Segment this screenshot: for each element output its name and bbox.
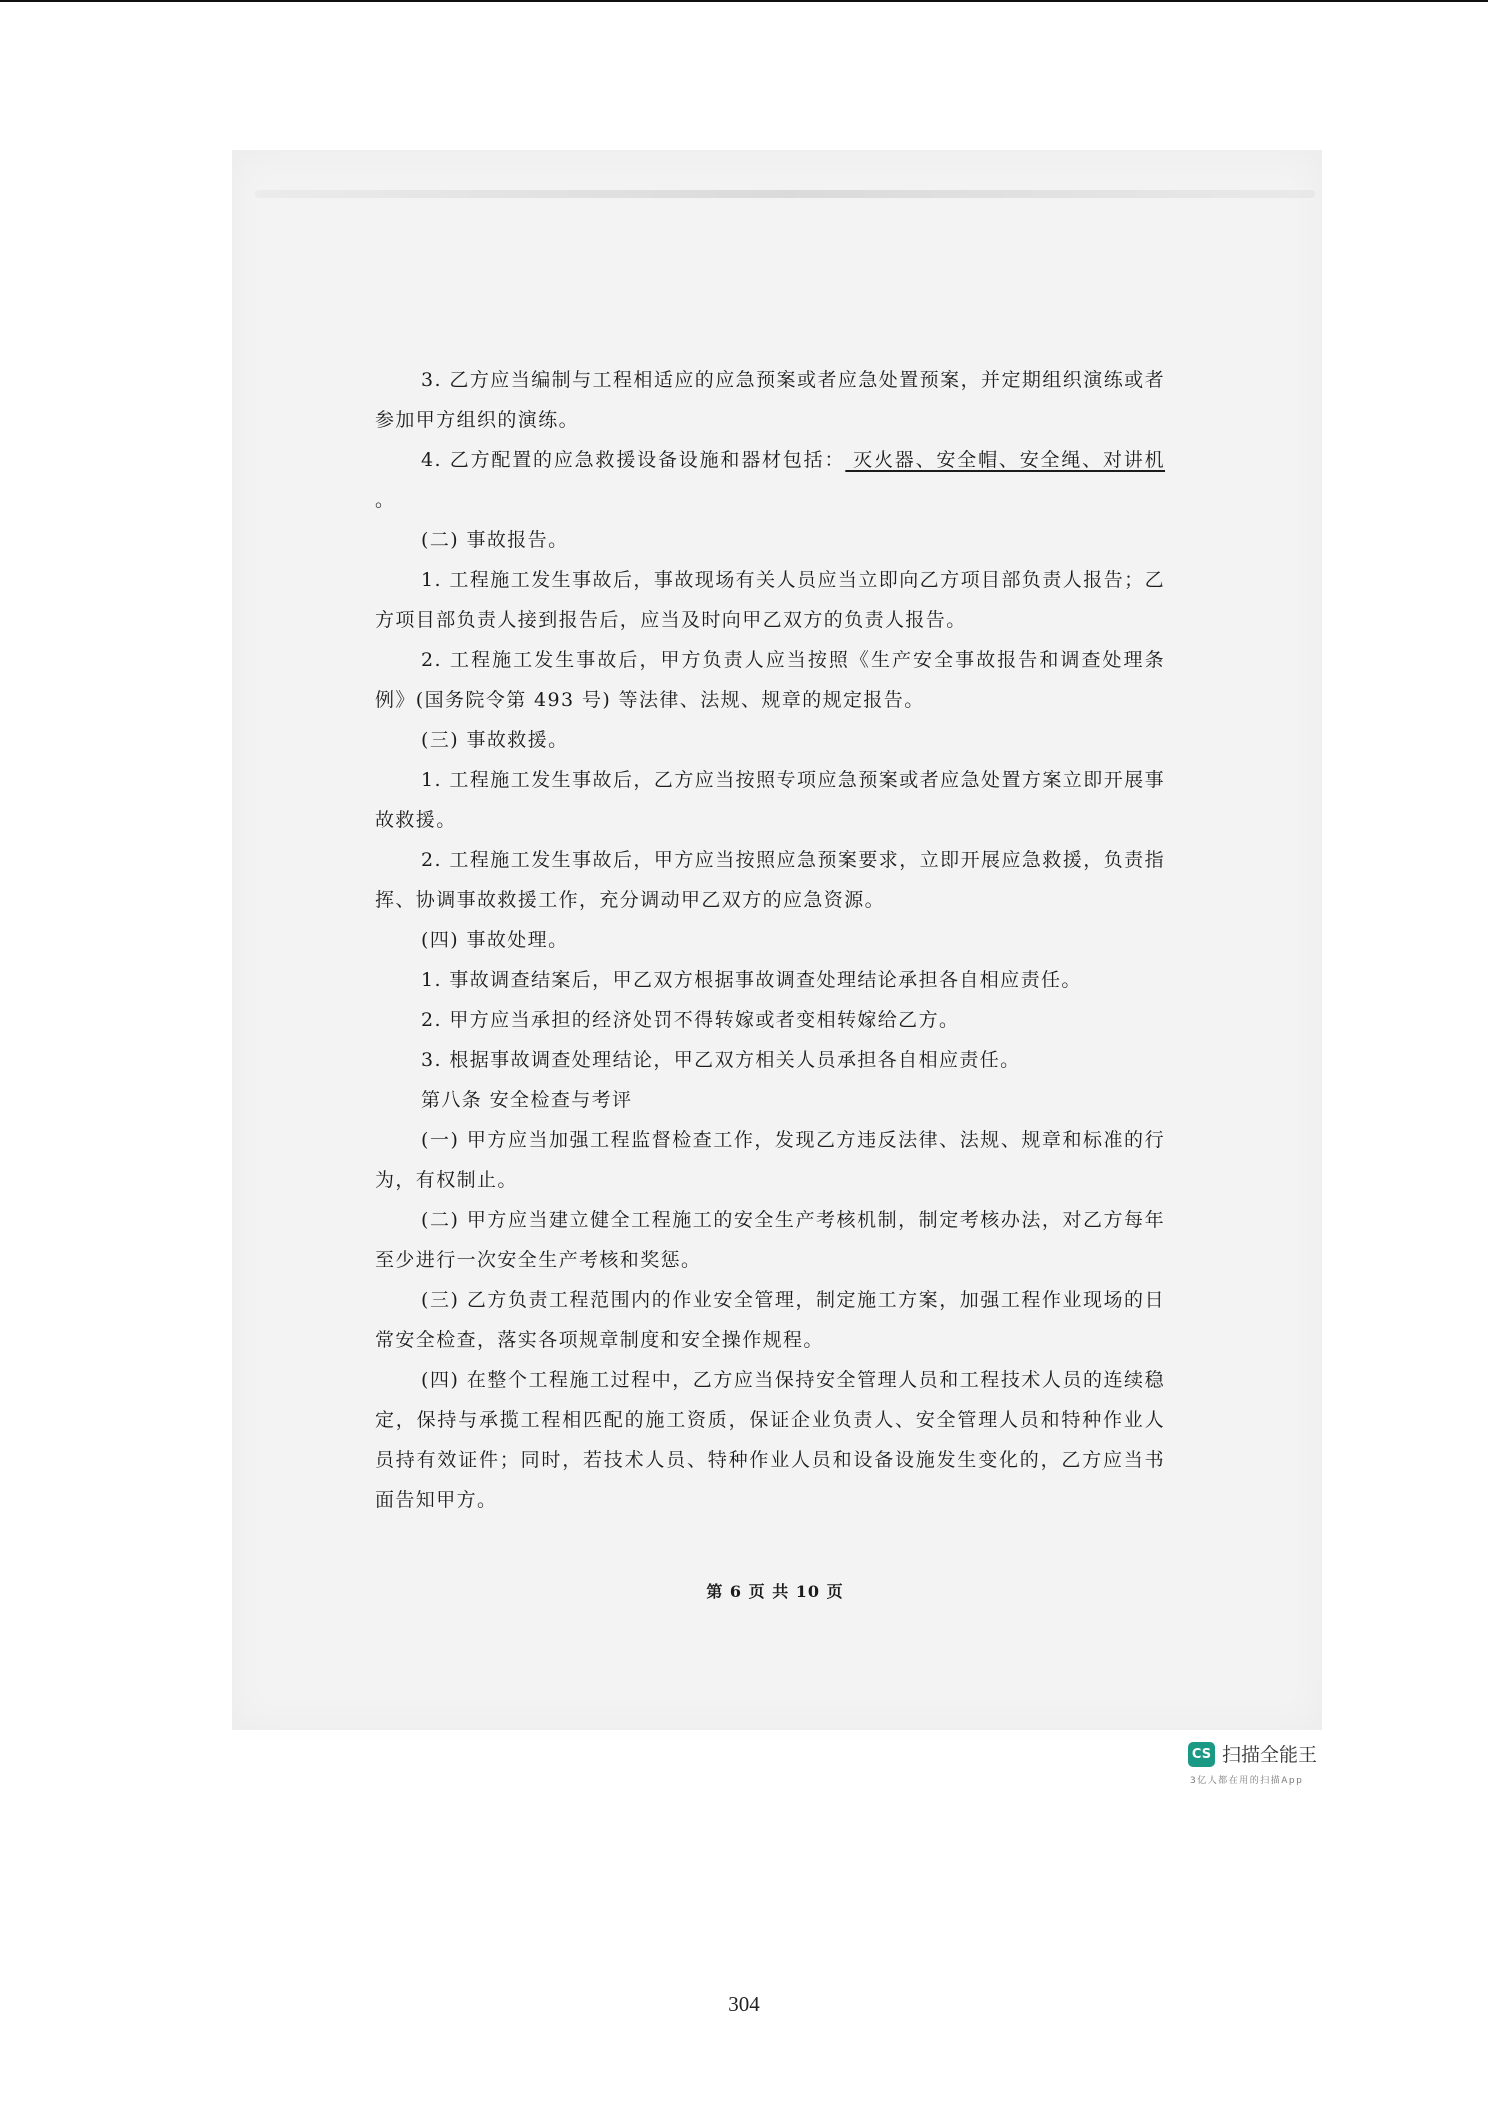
scanner-watermark — [1186, 1740, 1346, 1790]
article-heading: 第八条 安全检查与考评 — [421, 1089, 633, 1111]
section-heading: (二) 事故报告。 — [421, 529, 569, 551]
paragraph-text: 4. 乙方配置的应急救援设备设施和器材包括： — [421, 449, 846, 471]
top-border-line — [0, 0, 1488, 2]
paragraph — [375, 440, 1165, 520]
section-heading: (三) 事故救援。 — [421, 729, 569, 751]
paragraph: 1. 工程施工发生事故后，事故现场有关人员应当立即向乙方项目部负责人报告；乙方项目部负责人接到报告后，应当及时向甲乙双方的负责人报告。 — [375, 569, 1165, 631]
page-number: 304 — [728, 1992, 760, 2016]
paragraph: 1. 事故调查结案后，甲乙双方根据事故调查处理结论承担各自相应责任。 — [421, 969, 1082, 991]
paragraph: 2. 工程施工发生事故后，甲方负责人应当按照《生产安全事故报告和调查处理条例》(国务院令第 493 号) 等法律、法规、规章的规定报告。 — [375, 649, 1165, 711]
paragraph: (四) 在整个工程施工过程中，乙方应当保持安全管理人员和工程技术人员的连续稳定，保持与承揽工程相匹配的施工资质，保证企业负责人、安全管理人员和特种作业人员持有效证件；同时，若技术人员、特种作业人员和设备设施发生变化的，乙方应当书面告知甲方。 — [375, 1369, 1165, 1511]
scan-artifact-band — [255, 190, 1315, 198]
page-footer: 第 6 页 共 10 页 — [706, 1582, 844, 1601]
paragraph: (三) 乙方负责工程范围内的作业安全管理，制定施工方案，加强工程作业现场的日常安全检查，落实各项规章制度和安全操作规程。 — [375, 1289, 1165, 1351]
document-body — [375, 360, 1165, 1520]
watermark-app-name: 扫描全能王 — [1222, 1744, 1318, 1766]
paragraph: 3. 根据事故调查处理结论，甲乙双方相关人员承担各自相应责任。 — [421, 1049, 1021, 1071]
underlined-fill-in: 灭火器、安全帽、安全绳、对讲机 — [845, 449, 1166, 471]
paragraph: (一) 甲方应当加强工程监督检查工作，发现乙方违反法律、法规、规章和标准的行为，有权制止。 — [375, 1129, 1165, 1191]
paragraph: 2. 工程施工发生事故后，甲方应当按照应急预案要求，立即开展应急救援，负责指挥、协调事故救援工作，充分调动甲乙双方的应急资源。 — [375, 849, 1165, 911]
paragraph: (二) 甲方应当建立健全工程施工的安全生产考核机制，制定考核办法，对乙方每年至少进行一次安全生产考核和奖惩。 — [375, 1209, 1165, 1271]
paragraph-tail: 。 — [375, 489, 396, 511]
paragraph: 2. 甲方应当承担的经济处罚不得转嫁或者变相转嫁给乙方。 — [421, 1009, 960, 1031]
paragraph: 3. 乙方应当编制与工程相适应的应急预案或者应急处置预案，并定期组织演练或者参加甲方组织的演练。 — [375, 369, 1165, 431]
paragraph: 1. 工程施工发生事故后，乙方应当按照专项应急预案或者应急处置方案立即开展事故救援。 — [375, 769, 1165, 831]
watermark-tagline: 3亿人都在用的扫描App — [1190, 1776, 1304, 1786]
section-heading: (四) 事故处理。 — [421, 929, 569, 951]
camscanner-logo-icon: CS — [1188, 1742, 1215, 1767]
